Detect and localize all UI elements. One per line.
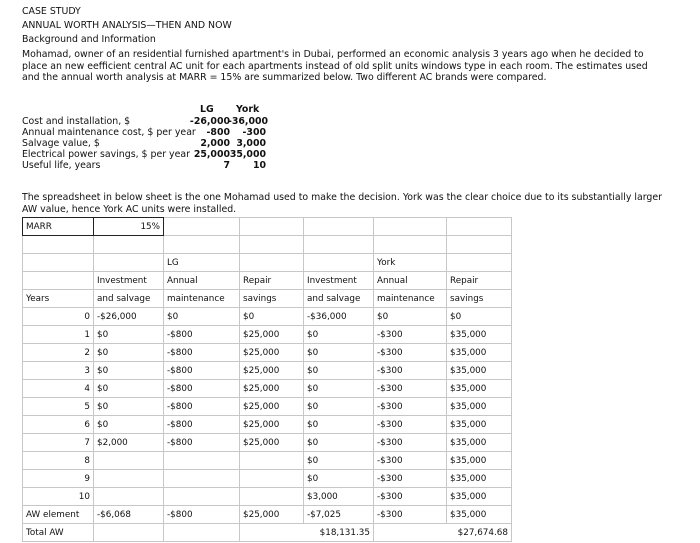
year-row — [23, 416, 512, 434]
aw-element-row — [23, 506, 512, 524]
cashflow-cell: $0 — [94, 362, 164, 380]
cashflow-cell: -$36,000 — [304, 308, 374, 326]
marr-label: MARR — [23, 218, 94, 236]
cashflow-cell: $3,000 — [304, 488, 374, 506]
estimate-lg-value: 2,000 — [200, 138, 230, 149]
cashflow-cell: $0 — [240, 308, 304, 326]
cashflow-cell: $0 — [304, 434, 374, 452]
year-cell: 10 — [23, 488, 94, 506]
cashflow-cell: -$800 — [164, 362, 240, 380]
column-header: Investment — [94, 272, 164, 290]
cashflow-cell: -$300 — [374, 452, 447, 470]
cashflow-cell: -$300 — [374, 344, 447, 362]
year-row — [23, 470, 512, 488]
estimates-header-lg: LG — [200, 104, 214, 115]
year-row — [23, 326, 512, 344]
spreadsheet-intro: The spreadsheet in below sheet is the one Mohamad used to make the decision. York was the clear choice due to its substantially larger AW value, hence York AC units were installed. — [22, 192, 662, 215]
cashflow-cell: $35,000 — [447, 362, 512, 380]
cashflow-cell: $25,000 — [240, 326, 304, 344]
column-header: and salvage — [94, 290, 164, 308]
year-row — [23, 434, 512, 452]
york-label: York — [374, 254, 447, 272]
cashflow-cell: $35,000 — [447, 380, 512, 398]
estimate-york-value: 10 — [252, 160, 266, 171]
column-header: Annual — [164, 272, 240, 290]
cashflow-cell: $0 — [94, 398, 164, 416]
cashflow-cell: $25,000 — [240, 380, 304, 398]
brand-row — [23, 254, 512, 272]
cashflow-cell: -$800 — [164, 416, 240, 434]
cashflow-cell: -$300 — [374, 434, 447, 452]
cashflow-cell: $0 — [304, 344, 374, 362]
aw-spreadsheet — [22, 217, 512, 542]
cashflow-cell: -$300 — [374, 326, 447, 344]
estimate-label: Electrical power savings, $ per year — [22, 149, 190, 160]
estimate-lg-value: 7 — [223, 160, 230, 171]
cashflow-cell: $2,000 — [94, 434, 164, 452]
cashflow-cell: $0 — [304, 380, 374, 398]
aw-cell: $25,000 — [240, 506, 304, 524]
total-aw-york: $27,674.68 — [374, 524, 512, 542]
column-header: maintenance — [164, 290, 240, 308]
cashflow-cell: -$800 — [164, 380, 240, 398]
estimate-lg-value: -800 — [206, 127, 230, 138]
column-header: savings — [447, 290, 512, 308]
aw-element-label: AW element — [23, 506, 94, 524]
cashflow-cell — [164, 470, 240, 488]
cashflow-cell: $35,000 — [447, 416, 512, 434]
marr-value: 15% — [94, 218, 164, 236]
estimate-york-value: 35,000 — [229, 149, 266, 160]
year-cell: 5 — [23, 398, 94, 416]
year-row — [23, 362, 512, 380]
cashflow-cell: $0 — [374, 308, 447, 326]
estimate-lg-value: 25,000 — [193, 149, 230, 160]
cashflow-cell: -$800 — [164, 326, 240, 344]
cashflow-cell: $0 — [94, 326, 164, 344]
aw-cell: $35,000 — [447, 506, 512, 524]
year-cell: 1 — [23, 326, 94, 344]
cashflow-cell: $25,000 — [240, 362, 304, 380]
cashflow-cell — [164, 452, 240, 470]
column-header: Investment — [304, 272, 374, 290]
cashflow-cell: -$300 — [374, 416, 447, 434]
cashflow-cell — [94, 470, 164, 488]
cashflow-cell: $25,000 — [240, 434, 304, 452]
year-row — [23, 380, 512, 398]
cashflow-cell: $25,000 — [240, 416, 304, 434]
cashflow-cell: $25,000 — [240, 344, 304, 362]
column-header: Repair — [240, 272, 304, 290]
section-subtitle: Background and Information — [22, 34, 156, 45]
year-cell: 4 — [23, 380, 94, 398]
cashflow-cell: $0 — [304, 326, 374, 344]
cashflow-cell: $0 — [304, 452, 374, 470]
cashflow-cell: $35,000 — [447, 488, 512, 506]
year-row — [23, 488, 512, 506]
year-row — [23, 452, 512, 470]
cashflow-cell: -$300 — [374, 470, 447, 488]
column-header: Repair — [447, 272, 512, 290]
year-cell: 8 — [23, 452, 94, 470]
column-header: Annual — [374, 272, 447, 290]
page-title: ANNUAL WORTH ANALYSIS—THEN AND NOW — [22, 20, 232, 31]
cashflow-cell: -$300 — [374, 398, 447, 416]
year-cell: 7 — [23, 434, 94, 452]
year-rows — [23, 308, 512, 506]
cashflow-cell — [94, 488, 164, 506]
marr-row — [23, 218, 512, 236]
cashflow-cell: -$300 — [374, 362, 447, 380]
cashflow-cell: $0 — [164, 308, 240, 326]
cashflow-cell — [240, 488, 304, 506]
estimates-header-york: York — [236, 104, 260, 115]
cashflow-cell — [240, 452, 304, 470]
cashflow-cell: -$800 — [164, 398, 240, 416]
total-aw-label: Total AW — [23, 524, 94, 542]
cashflow-cell: $0 — [94, 380, 164, 398]
total-aw-lg: $18,131.35 — [240, 524, 374, 542]
year-row — [23, 308, 512, 326]
cashflow-cell: -$300 — [374, 488, 447, 506]
year-cell: 6 — [23, 416, 94, 434]
estimate-york-value: -36,000 — [228, 116, 269, 127]
cashflow-cell: -$26,000 — [94, 308, 164, 326]
cashflow-cell: $0 — [304, 416, 374, 434]
cashflow-cell: $0 — [304, 362, 374, 380]
year-cell: 0 — [23, 308, 94, 326]
cashflow-cell: $0 — [94, 344, 164, 362]
year-row — [23, 398, 512, 416]
aw-cell: -$300 — [374, 506, 447, 524]
aw-cell: -$7,025 — [304, 506, 374, 524]
cashflow-cell: $0 — [304, 398, 374, 416]
cashflow-cell: $35,000 — [447, 452, 512, 470]
year-cell: 3 — [23, 362, 94, 380]
cashflow-cell: -$800 — [164, 434, 240, 452]
estimate-label: Useful life, years — [22, 160, 101, 171]
cashflow-cell: -$300 — [374, 380, 447, 398]
cashflow-cell — [94, 452, 164, 470]
cashflow-cell: $35,000 — [447, 344, 512, 362]
year-row — [23, 344, 512, 362]
estimate-lg-value: -26,000 — [189, 116, 230, 127]
cashflow-cell: $0 — [304, 470, 374, 488]
header-row-1 — [23, 272, 512, 290]
year-cell: 9 — [23, 470, 94, 488]
cashflow-cell: -$800 — [164, 344, 240, 362]
background-paragraph: Mohamad, owner of an residential furnished apartment's in Dubai, performed an economic analysis 3 years ago when he decided to place an new eefficient central AC unit for each apartments instead of old split units windows type in each room. The estimates used and the annual worth analysis at MARR = 15% are summarized below. Two different AC brands were compared. — [22, 49, 648, 83]
case-study-label: CASE STUDY — [22, 6, 81, 17]
column-header: savings — [240, 290, 304, 308]
cashflow-cell: $35,000 — [447, 434, 512, 452]
cashflow-cell: $35,000 — [447, 398, 512, 416]
lg-label: LG — [164, 254, 240, 272]
cashflow-cell: $25,000 — [240, 398, 304, 416]
estimate-york-value: -300 — [242, 127, 266, 138]
blank-row — [23, 236, 512, 254]
year-cell: 2 — [23, 344, 94, 362]
column-header: and salvage — [304, 290, 374, 308]
column-header: maintenance — [374, 290, 447, 308]
aw-cell: -$6,068 — [94, 506, 164, 524]
total-aw-row — [23, 524, 512, 542]
estimate-label: Cost and installation, $ — [22, 116, 131, 127]
cashflow-cell: $0 — [447, 308, 512, 326]
cashflow-cell: $35,000 — [447, 326, 512, 344]
years-label: Years — [23, 290, 94, 308]
cashflow-cell — [240, 470, 304, 488]
cashflow-cell: $35,000 — [447, 470, 512, 488]
estimate-label: Annual maintenance cost, $ per year — [22, 127, 196, 138]
aw-cell: -$800 — [164, 506, 240, 524]
estimate-label: Salvage value, $ — [22, 138, 100, 149]
estimate-york-value: 3,000 — [236, 138, 266, 149]
cashflow-cell: $0 — [94, 416, 164, 434]
cashflow-cell — [164, 488, 240, 506]
header-row-2 — [23, 290, 512, 308]
